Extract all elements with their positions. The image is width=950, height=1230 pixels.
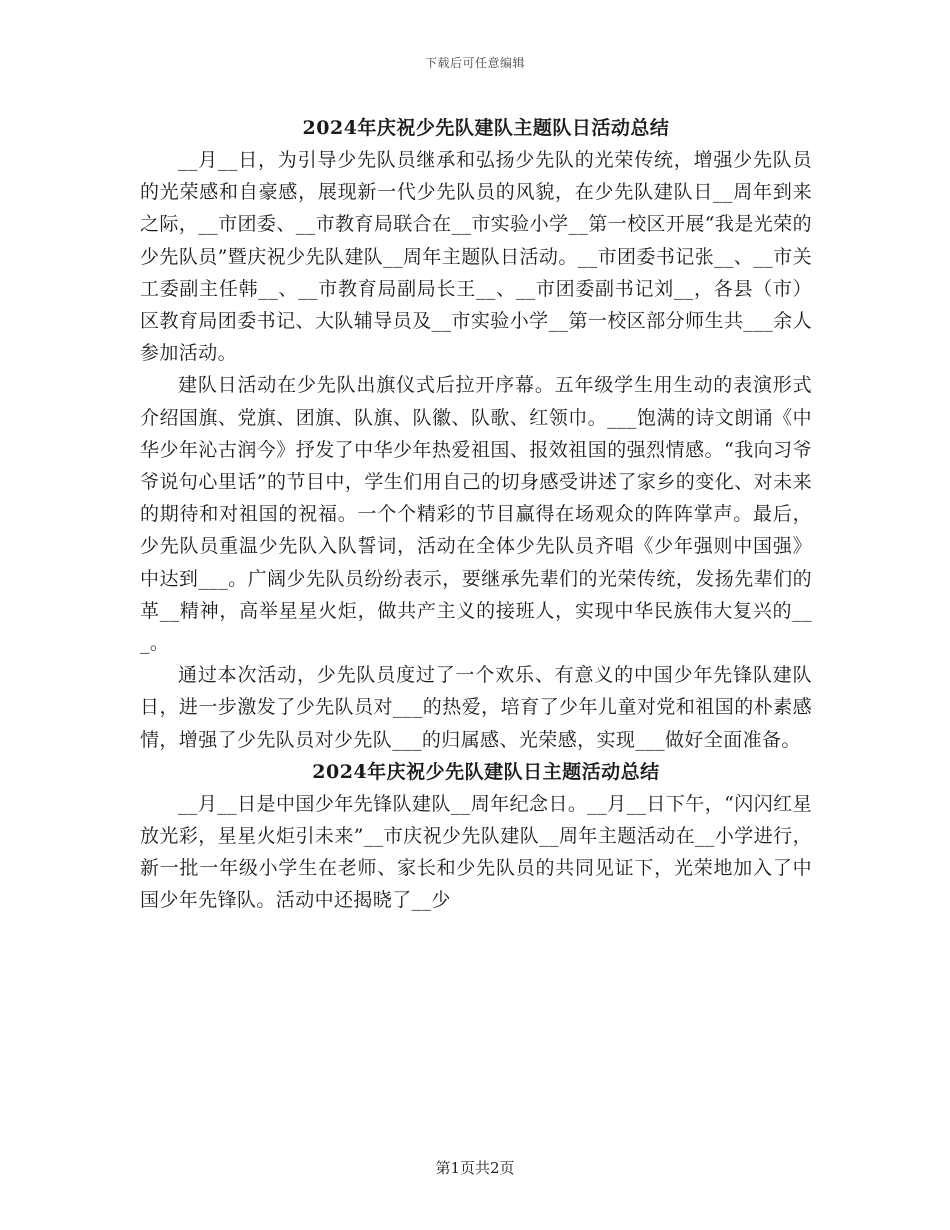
section-1 xyxy=(140,112,812,756)
paragraph: 通过本次活动，少先队员度过了一个欢乐、有意义的中国少年先锋队建队日，进一步激发了少先队员对___的热爱，培育了少年儿童对党和祖国的朴素感情，增强了少先队员对少先队___的归属感、光荣感，实现___做好全面准备。 xyxy=(140,664,812,751)
page-number: 第1页共2页 xyxy=(435,1159,515,1177)
paragraph: 建队日活动在少先队出旗仪式后拉开序幕。五年级学生用生动的表演形式介绍国旗、党旗、团旗、队旗、队徽、队歌、红领巾。___饱满的诗文朗诵《中华少年沁古润今》抒发了中华少年热爱祖国、报效祖国的强烈情感。“我向习爷爷说句心里话”的节目中，学生们用自己的切身感受讲述了家乡的变化、对未来的期待和对祖国的祝福。一个个精彩的节目赢得在场观众的阵阵掌声。最后，少先队员重温少先队入队誓词，活动在全体少先队员齐唱《少年强则中国强》中达到___。广阔少先队员纷纷表示，要继承先辈们的光荣传统，发扬先辈们的革__精神，高举星星火炬，做共产主义的接班人，实现中华民族伟大复兴的___。 xyxy=(140,374,812,655)
section-title: 2024年庆祝少先队建队日主题活动总结 xyxy=(312,760,660,783)
paragraph: __月__日，为引导少先队员继承和弘扬少先队的光荣传统，增强少先队员的光荣感和自豪感，展现新一代少先队员的风貌，在少先队建队日__周年到来之际，__市团委、__市教育局联合在__市实验小学__第一校区开展“我是光荣的少先队员”暨庆祝少先队建队__周年主题队日活动。__市团委书记张__、__市关工委副主任韩__、__市教育局副局长王__、__市团委副书记刘__，各县（市）区教育局团委书记、大队辅导员及__市实验小学__第一校区部分师生共___余人参加活动。 xyxy=(140,149,812,365)
document-body xyxy=(140,112,812,917)
section-title: 2024年庆祝少先队建队主题队日活动总结 xyxy=(302,117,670,139)
header-note: 下载后可任意编辑 xyxy=(424,56,525,70)
paragraph: __月__日是中国少年先锋队建队__周年纪念日。__月__日下午，“闪闪红星放光彩，星星火炬引未来”__市庆祝少先队建队__周年主题活动在__小学进行，新一批一年级小学生在老师、家长和少先队员的共同见证下，光荣地加入了中国少年先锋队。活动中还揭晓了__少 xyxy=(140,792,812,912)
section-2 xyxy=(140,756,812,917)
